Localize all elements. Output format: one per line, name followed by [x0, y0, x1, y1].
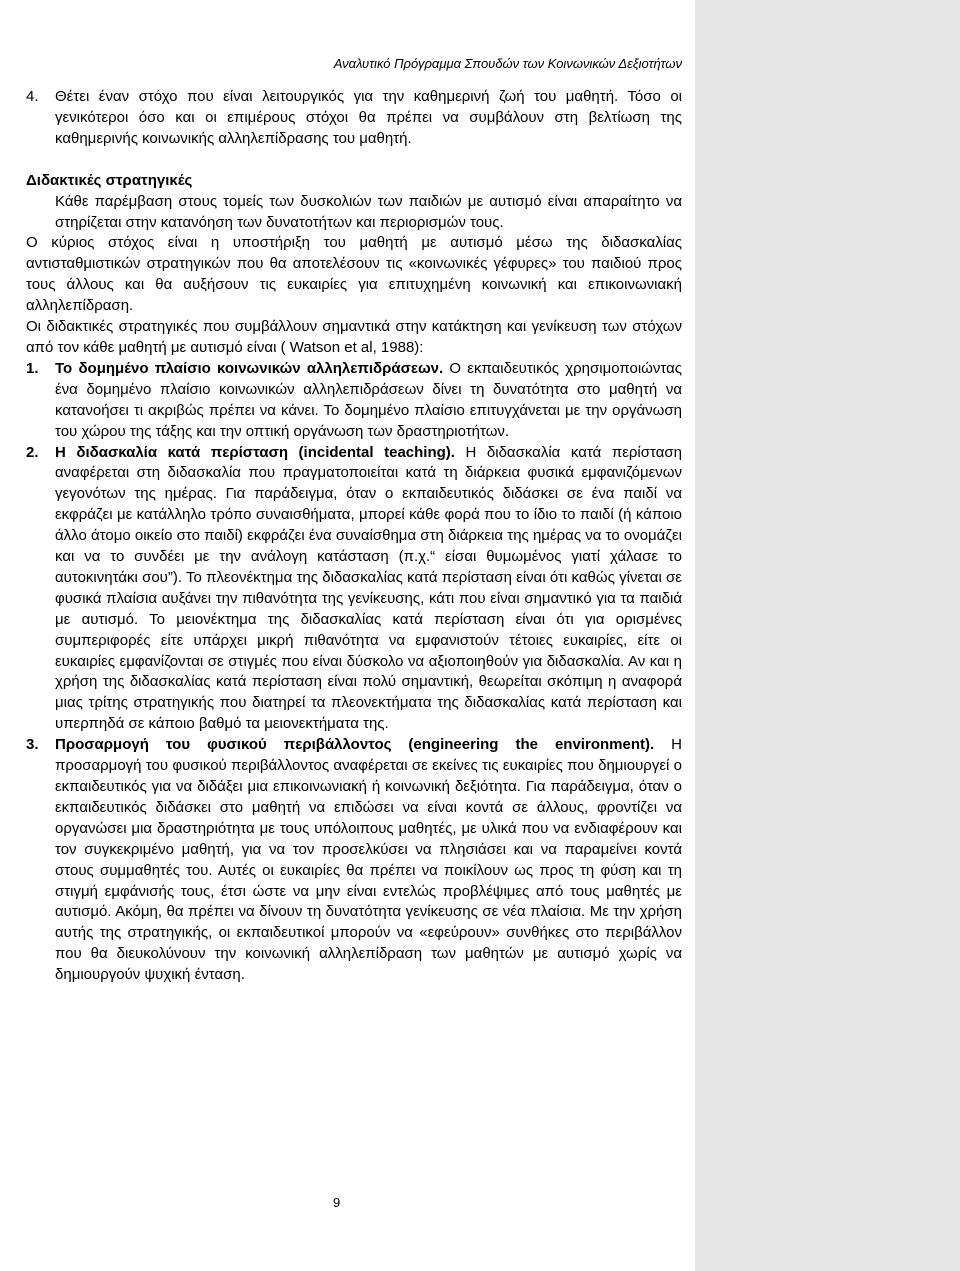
page-content [26, 87, 682, 986]
paragraph-2: Ο κύριος στόχος είναι η υποστήριξη του μαθητή με αυτισμό μέσω της διδασκαλίας αντισταθμιστικών στρατηγικών που θα αποτελέσουν τις «κοινωνικές γέφυρες» του παιδιού προς τους άλλους και θα αυξήσουν τις ευκαιρίες για επιτυχημένη κοινωνική και επικοινωνιακή αλληλεπίδραση. [26, 234, 682, 315]
list-number: 4. [26, 88, 39, 105]
section-heading: Διδακτικές στρατηγικές [26, 171, 193, 189]
strategy-title: Προσαρμογή του φυσικού περιβάλλοντος (engineering the environment). [55, 736, 655, 754]
strategy-title: Το δομημένο πλαίσιο κοινωνικών αλληλεπιδράσεων. [55, 359, 444, 377]
strategy-item-2 [26, 443, 682, 736]
strategy-body: Ο εκπαιδευτικός χρησιμοποιώντας ένα δομημένο πλαίσιο κοινωνικών αλληλεπιδράσεων δίνει τη δυνατότητα στο μαθητή να κατανοήσει τι ακριβώς πρέπει να κάνει. Το δομημένο πλαίσιο επιτυγχάνεται με την οργάνωση του χώρου της τάξης και την οπτική οργάνωση των δραστηριοτήτων. [55, 359, 683, 440]
strategy-text [55, 443, 682, 736]
paragraph-3: Οι διδακτικές στρατηγικές που συμβάλλουν σημαντικά στην κατάκτηση και γενίκευση των στόχων από τον κάθε μαθητή με αυτισμό είναι ( Watson et al, 1988): [26, 318, 682, 356]
strategy-body: Η προσαρμογή του φυσικού περιβάλλοντος αναφέρεται σε εκείνες τις ευκαιρίες που δημιουργεί ο εκπαιδευτικός για να διδάξει μια επικοινωνιακή ή κοινωνική δεξιότητα. Για παράδειγμα, όταν ο εκπαιδευτικός διδάσκει στο μαθητή να επιδώσει να είναι κοντά σε άλλους, φροντίζει να οργανώσει μια δραστηριότητα με τους υπόλοιπους μαθητές, με υλικά που να ενδιαφέρουν και τον συγκεκριμένο μαθητή, για να τον προσελκύσει να πλησιάσει και να παραμείνει κοντά στους συμμαθητές του. Αυτές οι ευκαιρίες θα πρέπει να ποικίλουν ως προς τη φύση και τη στιγμή εμφάνισής τους, έτσι ώστε να μην είναι εντελώς προβλέψιμες από τους μαθητές με αυτισμό. Ακόμη, θα πρέπει να δίνουν τη δυνατότητα γενίκευσης σε νέα πλαίσια. Με την χρήση αυτής της στρατηγικής, οι εκπαιδευτικοί μπορούν να «εφεύρουν» συνθήκες στο περιβάλλον που θα διευκολύνουν την κοινωνική αλληλεπίδραση των μαθητών με αυτισμό χωρίς να δημιουργούν ψυχική ένταση. [55, 736, 682, 984]
paragraph-1: Κάθε παρέμβαση στους τομείς των δυσκολιών των παιδιών με αυτισμό είναι απαραίτητο να στηρίζεται στην κατανόηση των δυνατοτήτων και περιορισμών τους. [55, 192, 682, 231]
strategy-number: 1. [26, 359, 39, 377]
strategy-number: 3. [26, 736, 39, 754]
strategy-number: 2. [26, 443, 39, 461]
comment-margin [695, 0, 960, 1271]
strategy-item-3 [26, 735, 682, 986]
strategy-text [55, 359, 682, 443]
strategy-title: Η διδασκαλία κατά περίσταση (incidental teaching). [55, 443, 455, 461]
strategy-item-1 [26, 359, 682, 443]
list-item-text: Θέτει έναν στόχο που είναι λειτουργικός για την καθημερινή ζωή του μαθητή. Τόσο οι γενικότεροι όσο και οι επιμέρους στόχοι θα πρέπει να συμβάλουν στη βελτίωση της καθημερινής κοινωνικής αλληλεπίδρασης του μαθητή. [55, 88, 682, 147]
strategy-text [55, 735, 682, 986]
running-header: Αναλυτικό Πρόγραμμα Σπουδών των Κοινωνικών Δεξιοτήτων [333, 56, 682, 71]
strategy-body: Η διδασκαλία κατά περίσταση αναφέρεται στη διδασκαλία που πραγματοποιείται κατά τη διάρκεια φυσικά εμφανιζόμενων γεγονότων της ημέρας. Για παράδειγμα, όταν ο εκπαιδευτικός διδάσκει σε ένα παιδί να εκφράζει με κατάλληλο τρόπο συναισθήματα, μπορεί κάθε φορά που το ίδιο το παιδί (ή κάποιο άλλο άτομο οικείο στο παιδί) εκφράζει ένα συναίσθημα στη διάρκεια της ημέρας να το ονομάζει και να το συνδέει με την ανάλογη κατάσταση (π.χ.“ είσαι θυμωμένος γιατί χάλασε το αυτοκινητάκι σου”). Το πλεονέκτημα της διδασκαλίας κατά περίσταση είναι ότι καθώς γίνεται σε φυσικά πλαίσια αυξάνει την πιθανότητα της γενίκευσης, κάτι που είναι σημαντικό για τα παιδιά με αυτισμό. Το μειονέκτημα της διδασκαλίας κατά περίσταση είναι ότι για ορισμένες συμπεριφορές είτε υπάρχει μικρή πιθανότητα να εμφανιστούν τέτοιες ευκαιρίες, είτε οι ευκαιρίες εμφανίζονται σε στιγμές που είναι δύσκολο να αξιοποιηθούν για διδασκαλία. Αν και η χρήση της διδασκαλίας κατά περίσταση είναι πολύ σημαντική, θεωρείται σκόπιμη η αναφορά μιας τρίτης στρατηγικής που διατηρεί τα πλεονεκτήματα της διδασκαλίας κατά περίσταση και υπερπηδά σε κάποιο βαθμό τα μειονεκτήματα της. [55, 443, 682, 733]
list-item-4 [26, 87, 682, 150]
page-number: 9 [333, 1195, 341, 1210]
